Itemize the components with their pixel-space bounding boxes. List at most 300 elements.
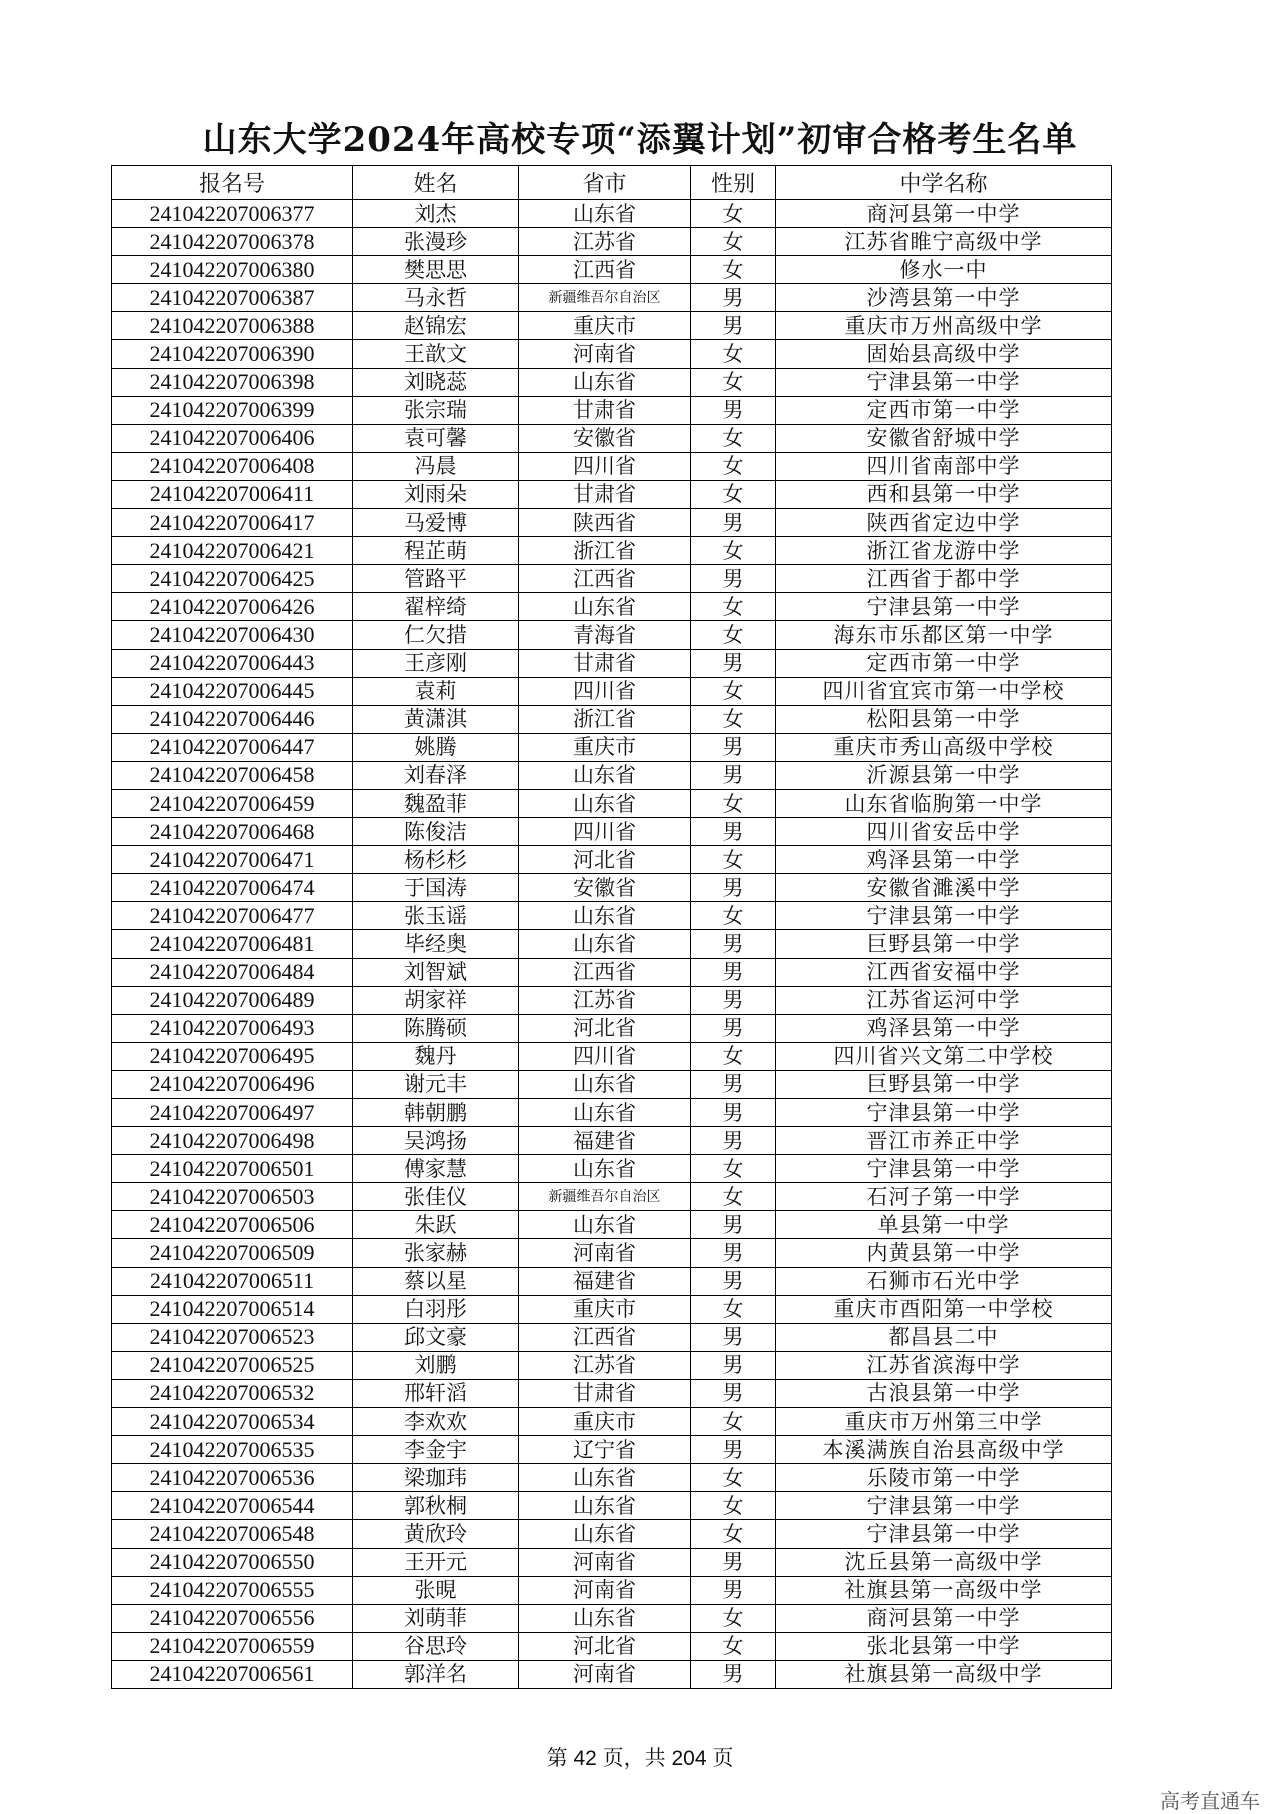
gender-cell: 男	[691, 761, 776, 789]
table-row	[112, 424, 1112, 452]
gender-cell: 男	[691, 1548, 776, 1576]
registration-no-cell: 241042207006417	[112, 509, 353, 537]
table-row	[112, 986, 1112, 1014]
school-cell: 西和县第一中学	[776, 480, 1112, 508]
gender-cell: 男	[691, 1323, 776, 1351]
province-cell: 陕西省	[519, 509, 691, 537]
registration-no-cell: 241042207006548	[112, 1520, 353, 1548]
gender-cell: 男	[691, 1014, 776, 1042]
school-cell: 陕西省定边中学	[776, 509, 1112, 537]
registration-no-cell: 241042207006447	[112, 733, 353, 761]
table-row	[112, 593, 1112, 621]
name-cell: 张佳仪	[353, 1183, 519, 1211]
school-cell: 巨野县第一中学	[776, 930, 1112, 958]
column-header-name: 姓名	[353, 166, 519, 200]
name-cell: 马永哲	[353, 284, 519, 312]
gender-cell: 男	[691, 396, 776, 424]
name-cell: 翟梓绮	[353, 593, 519, 621]
table-row	[112, 1014, 1112, 1042]
school-cell: 宁津县第一中学	[776, 368, 1112, 396]
name-cell: 胡家祥	[353, 986, 519, 1014]
name-cell: 袁莉	[353, 677, 519, 705]
registration-no-cell: 241042207006445	[112, 677, 353, 705]
province-cell: 江苏省	[519, 1351, 691, 1379]
province-cell: 四川省	[519, 1042, 691, 1070]
registration-no-cell: 241042207006484	[112, 958, 353, 986]
province-cell: 四川省	[519, 818, 691, 846]
column-header-registration-no: 报名号	[112, 166, 353, 200]
province-cell: 安徽省	[519, 424, 691, 452]
registration-no-cell: 241042207006535	[112, 1436, 353, 1464]
registration-no-cell: 241042207006509	[112, 1239, 353, 1267]
school-cell: 商河县第一中学	[776, 1604, 1112, 1632]
name-cell: 刘杰	[353, 200, 519, 228]
table-row	[112, 1183, 1112, 1211]
name-cell: 陈俊洁	[353, 818, 519, 846]
province-cell: 江西省	[519, 256, 691, 284]
school-cell: 江西省安福中学	[776, 958, 1112, 986]
registration-no-cell: 241042207006493	[112, 1014, 353, 1042]
gender-cell: 女	[691, 789, 776, 817]
province-cell: 重庆市	[519, 1408, 691, 1436]
gender-cell: 女	[691, 200, 776, 228]
province-cell: 重庆市	[519, 312, 691, 340]
name-cell: 邢轩滔	[353, 1379, 519, 1407]
province-cell: 山东省	[519, 1070, 691, 1098]
table-row	[112, 256, 1112, 284]
table-row	[112, 874, 1112, 902]
gender-cell: 男	[691, 1379, 776, 1407]
table-row	[112, 1632, 1112, 1660]
name-cell: 傅家慧	[353, 1155, 519, 1183]
province-cell: 山东省	[519, 1211, 691, 1239]
registration-no-cell: 241042207006378	[112, 228, 353, 256]
gender-cell: 女	[691, 1492, 776, 1520]
school-cell: 宁津县第一中学	[776, 1155, 1112, 1183]
name-cell: 马爱博	[353, 509, 519, 537]
gender-cell: 女	[691, 1604, 776, 1632]
registration-no-cell: 241042207006523	[112, 1323, 353, 1351]
school-cell: 鸡泽县第一中学	[776, 846, 1112, 874]
registration-no-cell: 241042207006514	[112, 1295, 353, 1323]
school-cell: 江苏省滨海中学	[776, 1351, 1112, 1379]
gender-cell: 女	[691, 677, 776, 705]
name-cell: 郭秋桐	[353, 1492, 519, 1520]
gender-cell: 男	[691, 1436, 776, 1464]
registration-no-cell: 241042207006481	[112, 930, 353, 958]
table-row	[112, 930, 1112, 958]
table-row	[112, 312, 1112, 340]
school-cell: 重庆市万州第三中学	[776, 1408, 1112, 1436]
table-row	[112, 789, 1112, 817]
gender-cell: 女	[691, 228, 776, 256]
school-cell: 四川省宜宾市第一中学校	[776, 677, 1112, 705]
gender-cell: 女	[691, 1520, 776, 1548]
gender-cell: 男	[691, 1070, 776, 1098]
province-cell: 山东省	[519, 1604, 691, 1632]
table-row	[112, 846, 1112, 874]
school-cell: 沈丘县第一高级中学	[776, 1548, 1112, 1576]
table-row	[112, 1323, 1112, 1351]
table-row	[112, 902, 1112, 930]
table-row	[112, 1660, 1112, 1688]
gender-cell: 女	[691, 368, 776, 396]
page-footer: 第 42 页，共 204 页	[546, 1747, 734, 1770]
registration-no-cell: 241042207006426	[112, 593, 353, 621]
table-row	[112, 537, 1112, 565]
registration-no-cell: 241042207006525	[112, 1351, 353, 1379]
province-cell: 江苏省	[519, 228, 691, 256]
province-cell: 青海省	[519, 621, 691, 649]
gender-cell: 男	[691, 284, 776, 312]
gender-cell: 女	[691, 480, 776, 508]
province-cell: 山东省	[519, 1520, 691, 1548]
province-cell: 江苏省	[519, 986, 691, 1014]
school-cell: 宁津县第一中学	[776, 902, 1112, 930]
name-cell: 张晛	[353, 1576, 519, 1604]
province-cell: 甘肃省	[519, 1379, 691, 1407]
registration-no-cell: 241042207006408	[112, 452, 353, 480]
table-row	[112, 1295, 1112, 1323]
province-cell: 重庆市	[519, 1295, 691, 1323]
table-row	[112, 1127, 1112, 1155]
column-header-school: 中学名称	[776, 166, 1112, 200]
name-cell: 王歆文	[353, 340, 519, 368]
gender-cell: 女	[691, 1183, 776, 1211]
gender-cell: 男	[691, 1660, 776, 1688]
registration-no-cell: 241042207006532	[112, 1379, 353, 1407]
gender-cell: 女	[691, 621, 776, 649]
name-cell: 张玉谣	[353, 902, 519, 930]
name-cell: 朱跃	[353, 1211, 519, 1239]
table-row	[112, 1070, 1112, 1098]
school-cell: 本溪满族自治县高级中学	[776, 1436, 1112, 1464]
registration-no-cell: 241042207006411	[112, 480, 353, 508]
name-cell: 魏丹	[353, 1042, 519, 1070]
registration-no-cell: 241042207006425	[112, 565, 353, 593]
school-cell: 海东市乐都区第一中学	[776, 621, 1112, 649]
gender-cell: 男	[691, 312, 776, 340]
gender-cell: 男	[691, 565, 776, 593]
province-cell: 安徽省	[519, 874, 691, 902]
registration-no-cell: 241042207006406	[112, 424, 353, 452]
gender-cell: 男	[691, 649, 776, 677]
registration-no-cell: 241042207006497	[112, 1099, 353, 1127]
school-cell: 四川省安岳中学	[776, 818, 1112, 846]
name-cell: 白羽彤	[353, 1295, 519, 1323]
registration-no-cell: 241042207006474	[112, 874, 353, 902]
name-cell: 陈腾硕	[353, 1014, 519, 1042]
province-cell: 江西省	[519, 565, 691, 593]
school-cell: 江苏省睢宁高级中学	[776, 228, 1112, 256]
province-cell: 河北省	[519, 1632, 691, 1660]
gender-cell: 女	[691, 1155, 776, 1183]
name-cell: 冯晨	[353, 452, 519, 480]
registration-no-cell: 241042207006399	[112, 396, 353, 424]
table-row	[112, 1042, 1112, 1070]
registration-no-cell: 241042207006498	[112, 1127, 353, 1155]
province-cell: 山东省	[519, 593, 691, 621]
province-cell: 新疆维吾尔自治区	[519, 1183, 691, 1211]
gender-cell: 女	[691, 452, 776, 480]
school-cell: 江苏省运河中学	[776, 986, 1112, 1014]
gender-cell: 女	[691, 902, 776, 930]
name-cell: 姚腾	[353, 733, 519, 761]
registration-no-cell: 241042207006477	[112, 902, 353, 930]
table-row	[112, 340, 1112, 368]
school-cell: 重庆市酉阳第一中学校	[776, 1295, 1112, 1323]
gender-cell: 男	[691, 1211, 776, 1239]
name-cell: 蔡以星	[353, 1267, 519, 1295]
registration-no-cell: 241042207006471	[112, 846, 353, 874]
province-cell: 山东省	[519, 1464, 691, 1492]
table-header-row	[112, 166, 1112, 200]
registration-no-cell: 241042207006489	[112, 986, 353, 1014]
table-row	[112, 396, 1112, 424]
province-cell: 新疆维吾尔自治区	[519, 284, 691, 312]
table-row	[112, 761, 1112, 789]
gender-cell: 男	[691, 1576, 776, 1604]
school-cell: 社旗县第一高级中学	[776, 1660, 1112, 1688]
province-cell: 重庆市	[519, 733, 691, 761]
school-cell: 单县第一中学	[776, 1211, 1112, 1239]
gender-cell: 男	[691, 1239, 776, 1267]
school-cell: 晋江市养正中学	[776, 1127, 1112, 1155]
name-cell: 谷思玲	[353, 1632, 519, 1660]
province-cell: 山东省	[519, 1155, 691, 1183]
page-title: 山东大学2024年高校专项“添翼计划”初审合格考生名单	[202, 120, 1078, 160]
province-cell: 浙江省	[519, 537, 691, 565]
school-cell: 宁津县第一中学	[776, 1099, 1112, 1127]
gender-cell: 女	[691, 1042, 776, 1070]
gender-cell: 女	[691, 846, 776, 874]
school-cell: 四川省南部中学	[776, 452, 1112, 480]
registration-no-cell: 241042207006446	[112, 705, 353, 733]
registration-no-cell: 241042207006496	[112, 1070, 353, 1098]
school-cell: 四川省兴文第二中学校	[776, 1042, 1112, 1070]
province-cell: 福建省	[519, 1127, 691, 1155]
gender-cell: 男	[691, 1127, 776, 1155]
name-cell: 刘鹏	[353, 1351, 519, 1379]
name-cell: 吴鸿扬	[353, 1127, 519, 1155]
registration-no-cell: 241042207006388	[112, 312, 353, 340]
table-row	[112, 1576, 1112, 1604]
province-cell: 甘肃省	[519, 649, 691, 677]
province-cell: 辽宁省	[519, 1436, 691, 1464]
province-cell: 山东省	[519, 789, 691, 817]
gender-cell: 女	[691, 1408, 776, 1436]
gender-cell: 女	[691, 1464, 776, 1492]
table-row	[112, 480, 1112, 508]
province-cell: 山东省	[519, 368, 691, 396]
school-cell: 松阳县第一中学	[776, 705, 1112, 733]
table-row	[112, 733, 1112, 761]
table-row	[112, 1520, 1112, 1548]
candidate-table	[111, 165, 1112, 1689]
school-cell: 社旗县第一高级中学	[776, 1576, 1112, 1604]
province-cell: 河南省	[519, 1660, 691, 1688]
table-row	[112, 818, 1112, 846]
name-cell: 黄欣玲	[353, 1520, 519, 1548]
registration-no-cell: 241042207006555	[112, 1576, 353, 1604]
gender-cell: 男	[691, 986, 776, 1014]
column-header-province: 省市	[519, 166, 691, 200]
table-row	[112, 1548, 1112, 1576]
name-cell: 郭洋名	[353, 1660, 519, 1688]
gender-cell: 男	[691, 958, 776, 986]
table-row	[112, 1099, 1112, 1127]
gender-cell: 男	[691, 1267, 776, 1295]
school-cell: 重庆市万州高级中学	[776, 312, 1112, 340]
school-cell: 江西省于都中学	[776, 565, 1112, 593]
name-cell: 李欢欢	[353, 1408, 519, 1436]
registration-no-cell: 241042207006443	[112, 649, 353, 677]
table-row	[112, 1492, 1112, 1520]
name-cell: 毕经奥	[353, 930, 519, 958]
gender-cell: 女	[691, 1632, 776, 1660]
table-row	[112, 1408, 1112, 1436]
table-row	[112, 1604, 1112, 1632]
registration-no-cell: 241042207006495	[112, 1042, 353, 1070]
school-cell: 张北县第一中学	[776, 1632, 1112, 1660]
school-cell: 定西市第一中学	[776, 396, 1112, 424]
registration-no-cell: 241042207006421	[112, 537, 353, 565]
school-cell: 乐陵市第一中学	[776, 1464, 1112, 1492]
province-cell: 甘肃省	[519, 396, 691, 424]
gender-cell: 女	[691, 593, 776, 621]
table-row	[112, 649, 1112, 677]
gender-cell: 男	[691, 1099, 776, 1127]
gender-cell: 男	[691, 733, 776, 761]
province-cell: 福建省	[519, 1267, 691, 1295]
name-cell: 邱文豪	[353, 1323, 519, 1351]
table-row	[112, 1464, 1112, 1492]
school-cell: 石狮市石光中学	[776, 1267, 1112, 1295]
column-header-gender: 性别	[691, 166, 776, 200]
gender-cell: 女	[691, 424, 776, 452]
table-row	[112, 452, 1112, 480]
school-cell: 石河子第一中学	[776, 1183, 1112, 1211]
table-row	[112, 565, 1112, 593]
school-cell: 商河县第一中学	[776, 200, 1112, 228]
name-cell: 黄潇淇	[353, 705, 519, 733]
province-cell: 江西省	[519, 958, 691, 986]
province-cell: 河北省	[519, 846, 691, 874]
gender-cell: 女	[691, 340, 776, 368]
name-cell: 刘萌菲	[353, 1604, 519, 1632]
registration-no-cell: 241042207006468	[112, 818, 353, 846]
school-cell: 修水一中	[776, 256, 1112, 284]
registration-no-cell: 241042207006501	[112, 1155, 353, 1183]
table-row	[112, 509, 1112, 537]
name-cell: 樊思思	[353, 256, 519, 284]
gender-cell: 女	[691, 537, 776, 565]
registration-no-cell: 241042207006503	[112, 1183, 353, 1211]
registration-no-cell: 241042207006430	[112, 621, 353, 649]
registration-no-cell: 241042207006536	[112, 1464, 353, 1492]
name-cell: 魏盈菲	[353, 789, 519, 817]
province-cell: 江西省	[519, 1323, 691, 1351]
registration-no-cell: 241042207006544	[112, 1492, 353, 1520]
school-cell: 安徽省舒城中学	[776, 424, 1112, 452]
table-row	[112, 1239, 1112, 1267]
table-row	[112, 677, 1112, 705]
province-cell: 河南省	[519, 1239, 691, 1267]
name-cell: 张家赫	[353, 1239, 519, 1267]
school-cell: 山东省临朐第一中学	[776, 789, 1112, 817]
school-cell: 鸡泽县第一中学	[776, 1014, 1112, 1042]
gender-cell: 男	[691, 874, 776, 902]
school-cell: 都昌县二中	[776, 1323, 1112, 1351]
name-cell: 刘智斌	[353, 958, 519, 986]
table-row	[112, 1267, 1112, 1295]
table-row	[112, 705, 1112, 733]
gender-cell: 女	[691, 1295, 776, 1323]
registration-no-cell: 241042207006506	[112, 1211, 353, 1239]
school-cell: 宁津县第一中学	[776, 1520, 1112, 1548]
table-row	[112, 1436, 1112, 1464]
registration-no-cell: 241042207006387	[112, 284, 353, 312]
name-cell: 袁可馨	[353, 424, 519, 452]
table-row	[112, 1351, 1112, 1379]
province-cell: 山东省	[519, 1099, 691, 1127]
table-row	[112, 368, 1112, 396]
table-row	[112, 1211, 1112, 1239]
school-cell: 内黄县第一中学	[776, 1239, 1112, 1267]
gender-cell: 男	[691, 1351, 776, 1379]
table-row	[112, 284, 1112, 312]
name-cell: 程芷萌	[353, 537, 519, 565]
province-cell: 河北省	[519, 1014, 691, 1042]
school-cell: 沙湾县第一中学	[776, 284, 1112, 312]
gender-cell: 女	[691, 705, 776, 733]
province-cell: 河南省	[519, 1576, 691, 1604]
gender-cell: 男	[691, 930, 776, 958]
name-cell: 刘晓蕊	[353, 368, 519, 396]
registration-no-cell: 241042207006459	[112, 789, 353, 817]
table-row	[112, 1155, 1112, 1183]
name-cell: 赵锦宏	[353, 312, 519, 340]
school-cell: 古浪县第一中学	[776, 1379, 1112, 1407]
name-cell: 张宗瑞	[353, 396, 519, 424]
school-cell: 固始县高级中学	[776, 340, 1112, 368]
registration-no-cell: 241042207006550	[112, 1548, 353, 1576]
name-cell: 刘雨朵	[353, 480, 519, 508]
name-cell: 刘春泽	[353, 761, 519, 789]
name-cell: 韩朝鹏	[353, 1099, 519, 1127]
watermark: 高考直通车	[1160, 1789, 1260, 1813]
province-cell: 山东省	[519, 200, 691, 228]
school-cell: 巨野县第一中学	[776, 1070, 1112, 1098]
gender-cell: 女	[691, 256, 776, 284]
registration-no-cell: 241042207006380	[112, 256, 353, 284]
name-cell: 仁欠措	[353, 621, 519, 649]
registration-no-cell: 241042207006511	[112, 1267, 353, 1295]
name-cell: 李金宇	[353, 1436, 519, 1464]
registration-no-cell: 241042207006534	[112, 1408, 353, 1436]
province-cell: 河南省	[519, 340, 691, 368]
province-cell: 河南省	[519, 1548, 691, 1576]
registration-no-cell: 241042207006377	[112, 200, 353, 228]
name-cell: 王开元	[353, 1548, 519, 1576]
name-cell: 梁珈玮	[353, 1464, 519, 1492]
gender-cell: 男	[691, 509, 776, 537]
province-cell: 山东省	[519, 902, 691, 930]
province-cell: 山东省	[519, 1492, 691, 1520]
name-cell: 张漫珍	[353, 228, 519, 256]
name-cell: 杨杉杉	[353, 846, 519, 874]
gender-cell: 男	[691, 818, 776, 846]
